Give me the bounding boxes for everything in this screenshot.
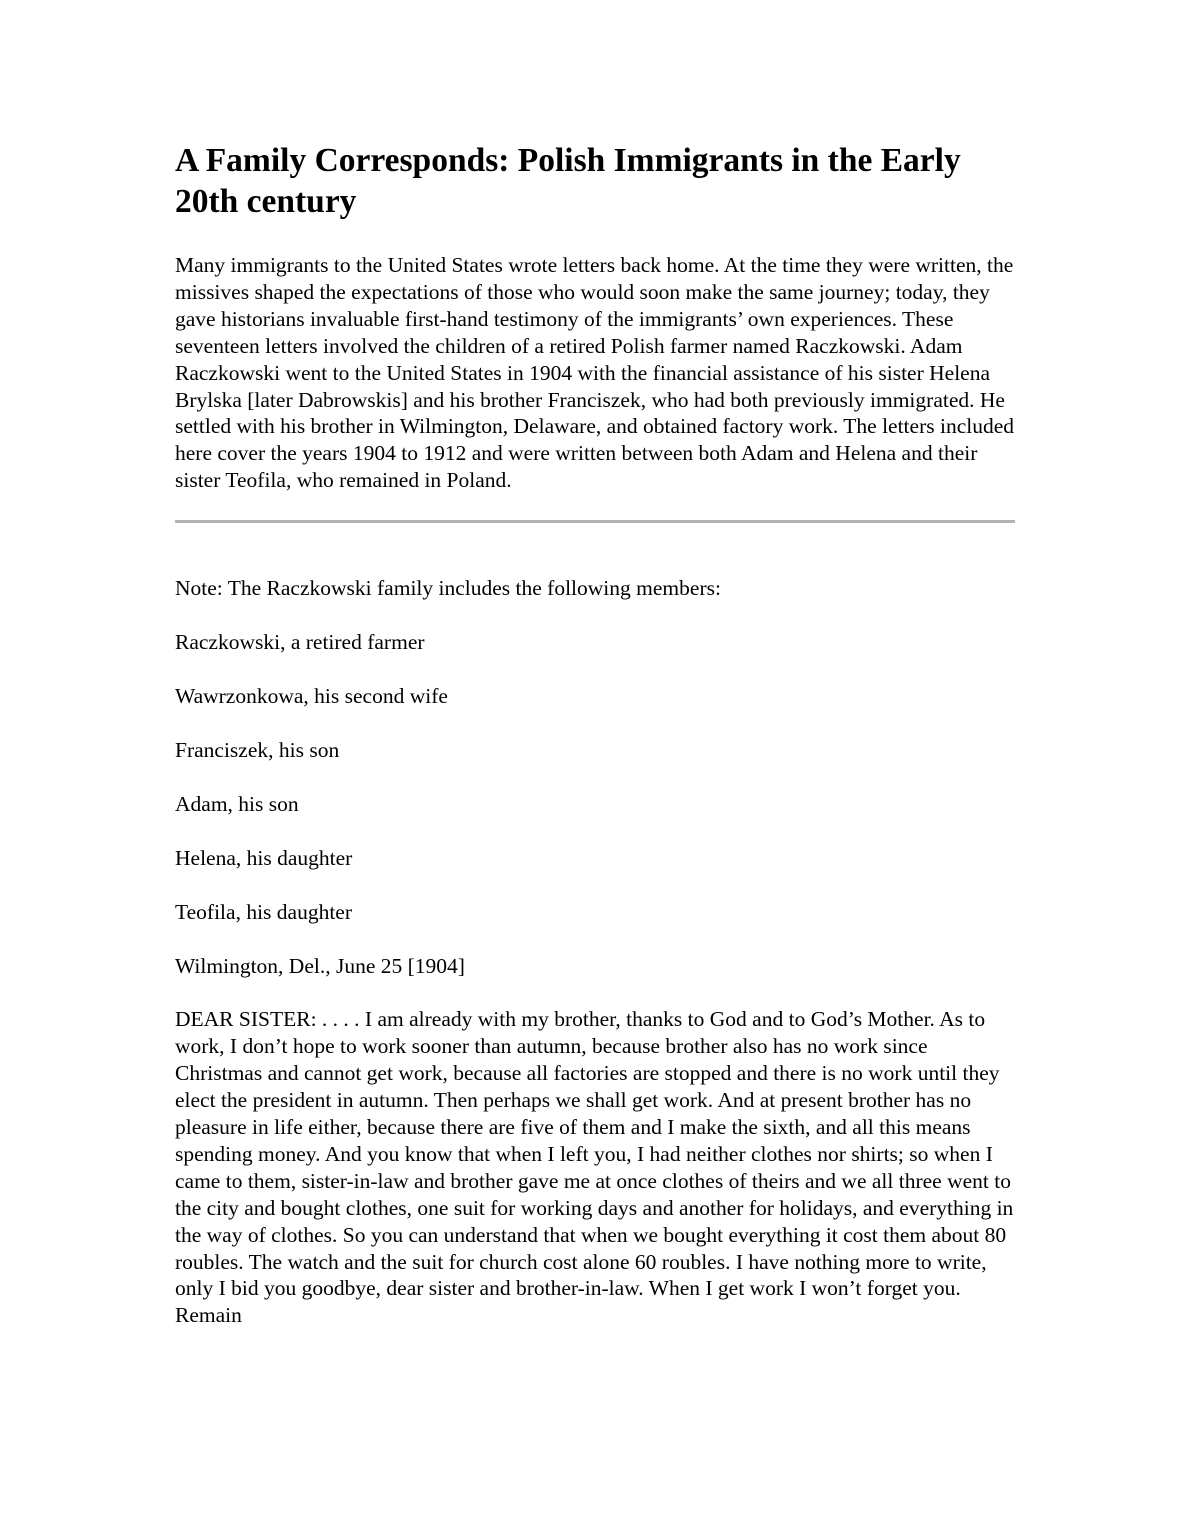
page-title: A Family Corresponds: Polish Immigrants in the Early 20th century [175,142,961,220]
intro-paragraph: Many immigrants to the United States wrote letters back home. At the time they were written, the missives shaped the expectations of those who would soon make the same journey; today, they gave historians invaluable first-hand testimony of the immigrants’ own experiences. These seventeen letters involved the children of a retired Polish farmer named Raczkowski. Adam Raczkowski went to the United States in 1904 with the financial assistance of his sister Helena Brylska [later Dabrowskis] and his brother Franciszek, who had both previously immigrated. He settled with his brother in Wilmington, Delaware, and obtained factory work. The letters included here cover the years 1904 to 1912 and were written between both Adam and Helena and their sister Teofila, who remained in Poland. [175,253,1015,493]
horizontal-divider [175,520,1015,523]
letter-date: Wilmington, Del., June 25 [1904] [175,953,465,978]
family-member-item: Wawrzonkowa, his second wife [175,683,448,708]
family-member-item: Helena, his daughter [175,845,353,870]
document-page [175,140,1015,1329]
family-note: Note: The Raczkowski family includes the following members: [175,576,721,601]
family-member-item: Adam, his son [175,791,299,816]
family-member-list [175,629,1015,925]
family-member-item: Teofila, his daughter [175,899,353,924]
family-member-item: Raczkowski, a retired farmer [175,630,425,655]
family-member-item: Franciszek, his son [175,737,340,762]
letter-body: DEAR SISTER: . . . . I am already with my brother, thanks to God and to God’s Mother. As to work, I don’t hope to work sooner than autumn, because brother also has no work since Christmas and cannot get work, because all factories are stopped and there is no work until they elect the president in autumn. Then perhaps we shall get work. And at present brother has no pleasure in life either, because there are five of them and I make the sixth, and all this means spending money. And you know that when I left you, I had neither clothes nor shirts; so when I came to them, sister-in-law and brother gave me at once clothes of theirs and we all three went to the city and bought clothes, one suit for working days and another for holidays, and everything in the way of clothes. So you can understand that when we bought everything it cost them about 80 roubles. The watch and the suit for church cost alone 60 roubles. I have nothing more to write, only I bid you goodbye, dear sister and brother-in-law. When I get work I won’t forget you. Remain [175,1007,1014,1328]
